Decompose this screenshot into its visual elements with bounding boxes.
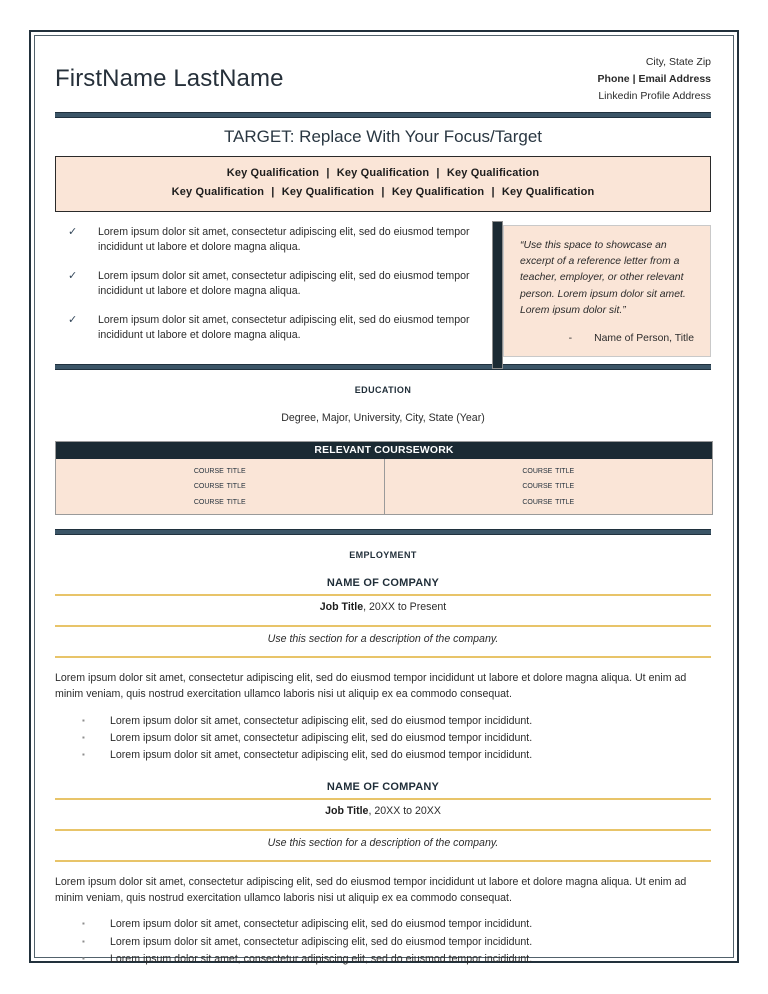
company-name: NAME OF COMPANY: [326, 577, 440, 590]
coursework-table-body: [56, 459, 712, 515]
summary-bullet-list: [55, 225, 480, 357]
key-qualifications-row-1: [66, 164, 700, 183]
job-bullet-text: Lorem ipsum dolor sit amet, consectetur adipiscing elit, sed do eiusmod tempor incididunt.: [110, 952, 533, 965]
company-rule-bottom: [55, 656, 711, 658]
key-qualification: Key Qualification: [446, 167, 540, 179]
list-item: [68, 269, 480, 300]
testimonial-accent-bar: [492, 221, 503, 369]
job-bullet-text: Lorem ipsum dolor sit amet, consectetur adipiscing elit, sed do eiusmod tempor incididunt.: [110, 715, 533, 728]
list-item: [82, 713, 711, 730]
summary-bullet-text: Lorem ipsum dolor sit amet, consectetur adipiscing elit, sed do eiusmod tempor incididunt ut labore et dolore magna aliqua.: [98, 269, 470, 298]
square-bullet-icon: ▪: [82, 936, 85, 946]
target-heading: TARGET: Replace With Your Focus/Target: [223, 127, 543, 146]
testimonial-attribution: [520, 333, 696, 344]
square-bullet-icon: ▪: [82, 919, 85, 929]
company-rule-bottom: [55, 860, 711, 862]
education-divider-rule: [55, 364, 711, 370]
relevant-coursework-table: [55, 441, 713, 516]
job-bullet-text: Lorem ipsum dolor sit amet, consectetur adipiscing elit, sed do eiusmod tempor incididunt.: [110, 749, 533, 762]
contact-phone-email: [598, 71, 711, 88]
company-description: Use this section for a description of the company.: [267, 633, 499, 646]
key-qualification: Key Qualification: [171, 186, 265, 199]
list-item: [68, 313, 480, 344]
key-qualifications-row-2: [66, 183, 700, 202]
key-qualification: Key Qualification: [226, 167, 320, 179]
education-heading: education: [354, 380, 412, 396]
testimonial-panel: [503, 225, 711, 357]
company-description: Use this section for a description of the company.: [267, 836, 499, 849]
job-bullet-text: Lorem ipsum dolor sit amet, consectetur adipiscing elit, sed do eiusmod tempor incididunt.: [110, 935, 533, 948]
employment-heading: employment: [349, 546, 417, 562]
job-bullet-text: Lorem ipsum dolor sit amet, consectetur adipiscing elit, sed do eiusmod tempor incididunt.: [110, 732, 533, 745]
contact-block: [598, 52, 711, 105]
job-title: Job Title: [319, 601, 364, 614]
checkmark-icon: ✓: [68, 225, 78, 238]
kq-separator: |: [271, 186, 275, 199]
coursework-column-right: [384, 459, 713, 515]
resume-header: [55, 52, 711, 105]
list-item: [82, 747, 711, 764]
job-paragraph: Lorem ipsum dolor sit amet, consectetur adipiscing elit, sed do eiusmod tempor incididunt ut labore et dolore magna aliqua. Ut enim ad minim veniam, quis nostrud exercitation ullamco laboris nisi ut aliquip ex ea commodo consequat.: [55, 672, 687, 701]
job-bullet-list: [55, 713, 711, 764]
kq-separator: |: [436, 167, 440, 179]
checkmark-icon: ✓: [68, 269, 78, 282]
education-degree-line: Degree, Major, University, City, State (Year): [281, 411, 485, 424]
document-border-outer: [29, 30, 739, 963]
kq-separator: |: [326, 167, 330, 179]
testimonial-section: [492, 225, 711, 357]
testimonial-quote: “Use this space to showcase an excerpt of a reference letter from a teacher, employer, or other relevant person. Lorem ipsum dolor sit amet. Lorem ipsum dolor sit.”: [520, 239, 686, 317]
job-paragraph: Lorem ipsum dolor sit amet, consectetur adipiscing elit, sed do eiusmod tempor incididunt ut labore et dolore magna aliqua. Ut enim ad minim veniam, quis nostrud exercitation ullamco laboris nisi ut aliquip ex ea commodo consequat.: [55, 875, 687, 904]
employment-divider-rule: [55, 529, 711, 535]
contact-linkedin: Linkedin Profile Address: [598, 90, 711, 102]
square-bullet-icon: ▪: [82, 953, 85, 963]
list-item: [82, 916, 711, 933]
list-item: [82, 934, 711, 951]
square-bullet-icon: ▪: [82, 750, 85, 760]
list-item: [68, 225, 480, 256]
employment-entry: [55, 577, 711, 764]
attribution-name: Name of Person, Title: [594, 332, 694, 344]
coursework-table-header: RELEVANT COURSEWORK: [56, 442, 712, 459]
key-qualifications-panel: [55, 156, 711, 212]
coursework-column-left: [56, 459, 384, 515]
checkmark-icon: ✓: [68, 313, 78, 326]
job-bullet-text: Lorem ipsum dolor sit amet, consectetur adipiscing elit, sed do eiusmod tempor incididunt.: [110, 918, 533, 931]
applicant-name: FirstName LastName: [55, 65, 284, 92]
summary-section: [55, 225, 711, 357]
job-title: Job Title: [325, 804, 369, 817]
contact-location: City, State Zip: [645, 56, 711, 68]
summary-bullet-text: Lorem ipsum dolor sit amet, consectetur adipiscing elit, sed do eiusmod tempor incididunt ut labore et dolore magna aliqua.: [98, 313, 470, 342]
kq-separator: |: [491, 186, 495, 199]
job-dates: , 20XX to 20XX: [368, 804, 441, 817]
course-title-cell: course title: [193, 480, 246, 492]
company-name: NAME OF COMPANY: [326, 780, 440, 793]
course-title-cell: course title: [522, 495, 575, 507]
attribution-dash: -: [568, 332, 573, 344]
course-title-cell: course title: [522, 464, 575, 476]
contact-phone: Phone: [597, 73, 630, 85]
square-bullet-icon: ▪: [82, 733, 85, 743]
job-title-line: [55, 800, 711, 824]
kq-separator: |: [381, 186, 385, 199]
key-qualification: Key Qualification: [501, 186, 595, 199]
key-qualification: Key Qualification: [336, 167, 430, 179]
course-title-cell: course title: [522, 480, 575, 492]
key-qualification: Key Qualification: [391, 186, 485, 199]
list-item: [82, 730, 711, 747]
job-title-line: [55, 596, 711, 620]
course-title-cell: course title: [193, 464, 246, 476]
key-qualification: Key Qualification: [281, 186, 375, 199]
summary-bullet-text: Lorem ipsum dolor sit amet, consectetur adipiscing elit, sed do eiusmod tempor incididunt ut labore et dolore magna aliqua.: [98, 225, 470, 254]
contact-separator: |: [632, 73, 636, 85]
job-bullet-list: [55, 916, 711, 967]
document-content: [41, 42, 725, 968]
contact-email: Email Address: [638, 73, 711, 85]
job-dates: , 20XX to Present: [363, 601, 447, 614]
course-title-cell: course title: [193, 495, 246, 507]
square-bullet-icon: ▪: [82, 716, 85, 726]
list-item: [82, 951, 711, 968]
employment-entry: [55, 781, 711, 968]
header-divider-rule: [55, 112, 711, 118]
